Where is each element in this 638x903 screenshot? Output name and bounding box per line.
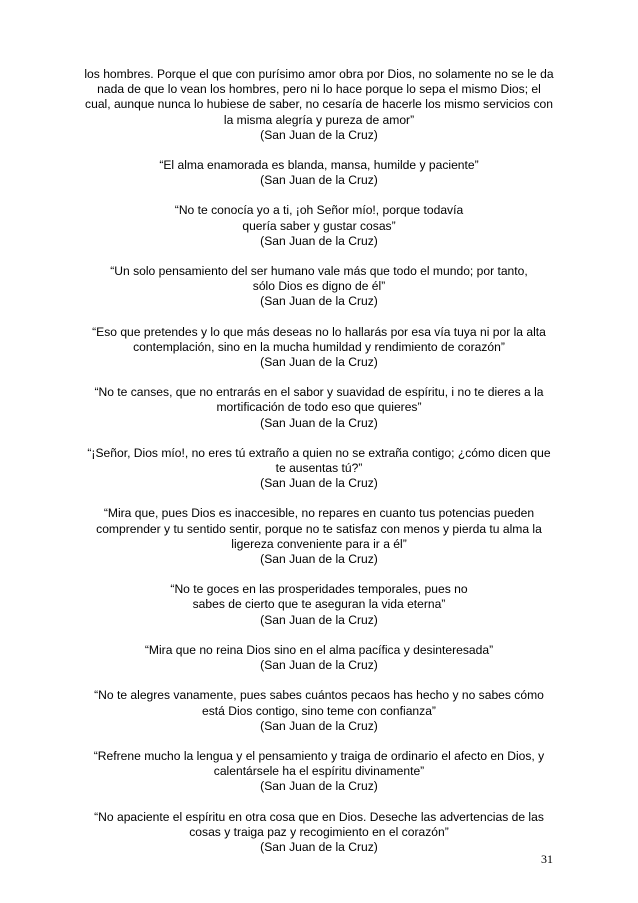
quote-text: “No te conocía yo a ti, ¡oh Señor mío!, porque todavía quería saber y gustar cosas”: [174, 203, 464, 233]
quote-text: “Un solo pensamiento del ser humano vale más que todo el mundo; por tanto, sólo Dios es digno de él”: [110, 264, 528, 294]
quote-text: “No te goces en las prosperidades temporales, pues no sabes de cierto que te aseguran la vida eterna”: [170, 582, 468, 612]
quote-block: [84, 446, 554, 492]
quote-author: (San Juan de la Cruz): [260, 718, 378, 733]
quote-text: “Refrene mucho la lengua y el pensamiento y traiga de ordinario el afecto en Dios, y calentársele ha el espíritu divinamente”: [93, 748, 545, 779]
quote-block: [84, 67, 554, 143]
quote-text: “Mira que, pues Dios es inaccesible, no repares en cuanto tus potencias pueden comprender y tu sentido sentir, porque no te satisfaz con menos y pierda tu alma la ligereza conveniente para ir a él”: [96, 506, 542, 551]
quote-author: (San Juan de la Cruz): [260, 294, 378, 309]
quotes-list: [84, 67, 554, 870]
quote-author: (San Juan de la Cruz): [260, 658, 378, 673]
quote-author: (San Juan de la Cruz): [260, 839, 378, 854]
quote-block: [84, 582, 554, 628]
quote-block: [84, 203, 554, 249]
quote-block: [84, 688, 554, 734]
quote-author: (San Juan de la Cruz): [260, 415, 378, 430]
quote-author: (San Juan de la Cruz): [260, 127, 378, 142]
quote-text: “No te canses, que no entrarás en el sabor y suavidad de espíritu, i no te dieres a la mortificación de todo eso que quieres”: [94, 385, 544, 415]
quote-block: [84, 325, 554, 371]
quote-block: [84, 385, 554, 431]
quote-block: [84, 810, 554, 856]
quote-text: “El alma enamorada es blanda, mansa, humilde y paciente”: [159, 158, 479, 173]
quote-block: [84, 643, 554, 673]
quote-text: “¡Señor, Dios mío!, no eres tú extraño a quien no se extraña contigo; ¿cómo dicen que te ausentas tú?”: [87, 445, 551, 476]
quote-block: [84, 506, 554, 567]
quote-block: [84, 749, 554, 795]
quote-author: (San Juan de la Cruz): [260, 173, 378, 188]
quote-author: (San Juan de la Cruz): [260, 355, 378, 370]
quote-text: los hombres. Porque el que con purísimo amor obra por Dios, no solamente no se le da nada de que lo vean los hombres, pero ni lo hace porque lo sepa el mismo Dios; el cual, aunque nunca lo hubiese de saber, no cesaría de hacerle los mismo servicios con la misma alegría y pureza de amor”: [84, 67, 554, 127]
quote-text: “No te alegres vanamente, pues sabes cuántos pecaos has hecho y no sabes cómo está Dios contigo, sino teme con confianza”: [94, 688, 544, 718]
quote-author: (San Juan de la Cruz): [260, 779, 378, 794]
quote-author: (San Juan de la Cruz): [260, 612, 378, 627]
quote-author: (San Juan de la Cruz): [260, 233, 378, 248]
quote-text: “No apaciente el espíritu en otra cosa que en Dios. Deseche las advertencias de las cosas y traiga paz y recogimiento en el corazón”: [94, 809, 544, 839]
page-number: 31: [541, 852, 553, 866]
quote-text: “Mira que no reina Dios sino en el alma pacífica y desinteresada”: [144, 642, 494, 657]
quote-block: [84, 158, 554, 188]
quote-author: (San Juan de la Cruz): [260, 476, 378, 491]
quote-author: (San Juan de la Cruz): [260, 552, 378, 567]
quote-text: “Eso que pretendes y lo que más deseas no lo hallarás por esa vía tuya ni por la alta contemplación, sino en la mucha humildad y rendimiento de corazón”: [92, 324, 546, 354]
quote-block: [84, 264, 554, 310]
